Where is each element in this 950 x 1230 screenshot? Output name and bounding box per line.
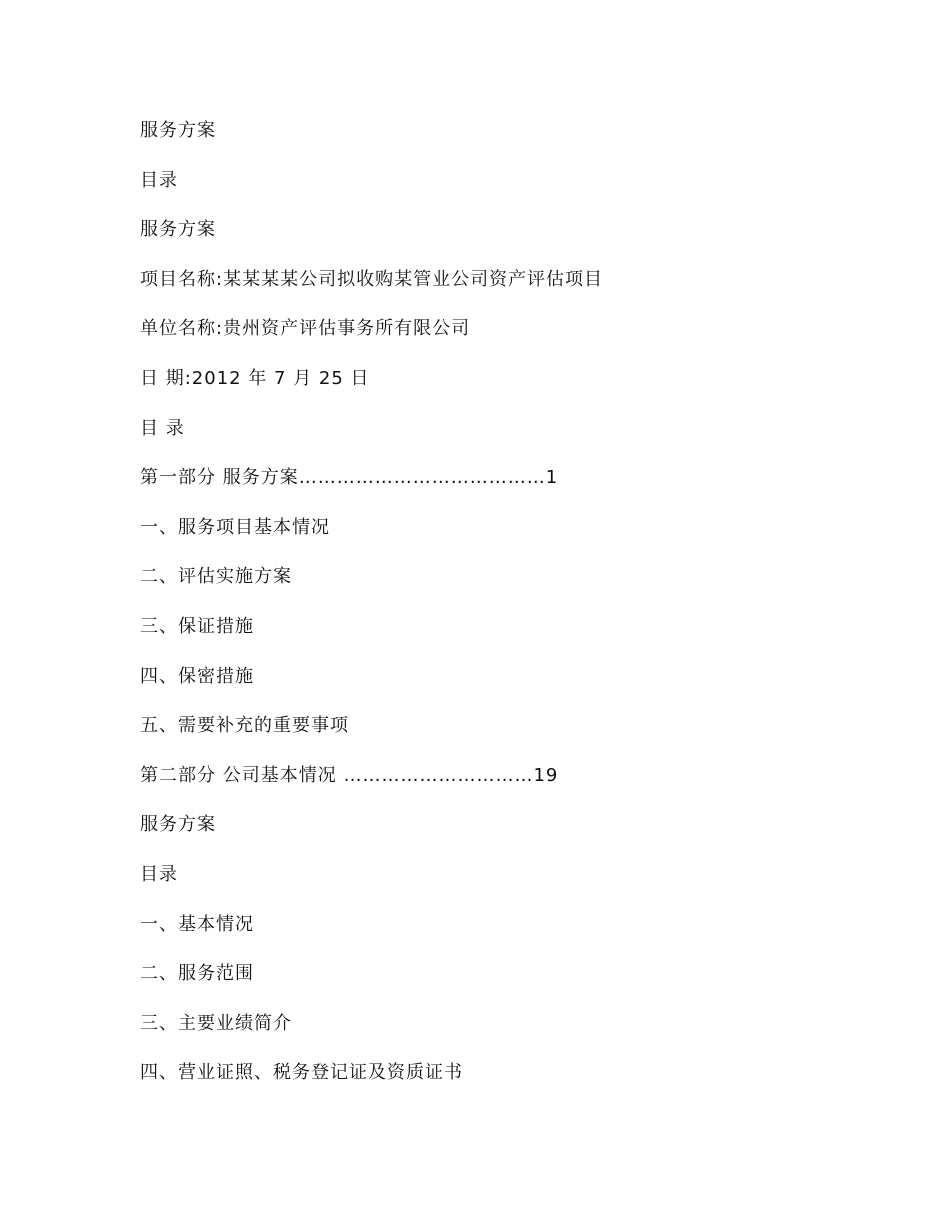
toc-entry: 四、保密措施 xyxy=(140,665,254,687)
unit-name: 单位名称:贵州资产评估事务所有限公司 xyxy=(140,318,471,340)
document-body xyxy=(140,118,840,1110)
date-line: 日 期:2012 年 7 月 25 日 xyxy=(140,367,370,389)
list-item: 一、基本情况 xyxy=(140,913,254,935)
toc-entry: 一、服务项目基本情况 xyxy=(140,516,330,538)
project-name: 项目名称:某某某某公司拟收购某管业公司资产评估项目 xyxy=(140,268,604,290)
toc-entry: 五、需要补充的重要事项 xyxy=(140,715,349,737)
doc-title: 服务方案 xyxy=(140,120,216,141)
list-item: 三、主要业绩简介 xyxy=(140,1012,292,1034)
list-item: 二、服务范围 xyxy=(140,963,254,985)
section-title-2: 服务方案 xyxy=(140,814,216,836)
toc-heading-3: 目录 xyxy=(140,863,178,885)
toc-entry: 二、评估实施方案 xyxy=(140,566,292,588)
toc-entry: 三、保证措施 xyxy=(140,615,254,637)
toc-heading-2: 目 录 xyxy=(140,417,185,439)
toc-heading: 目录 xyxy=(140,169,178,191)
section-title: 服务方案 xyxy=(140,219,216,241)
toc-entry-part-2: 第二部分 公司基本情况 …………………………19 xyxy=(140,764,559,786)
toc-entry-part-1: 第一部分 服务方案…………………………………1 xyxy=(140,467,559,489)
list-item: 四、营业证照、税务登记证及资质证书 xyxy=(140,1062,463,1084)
